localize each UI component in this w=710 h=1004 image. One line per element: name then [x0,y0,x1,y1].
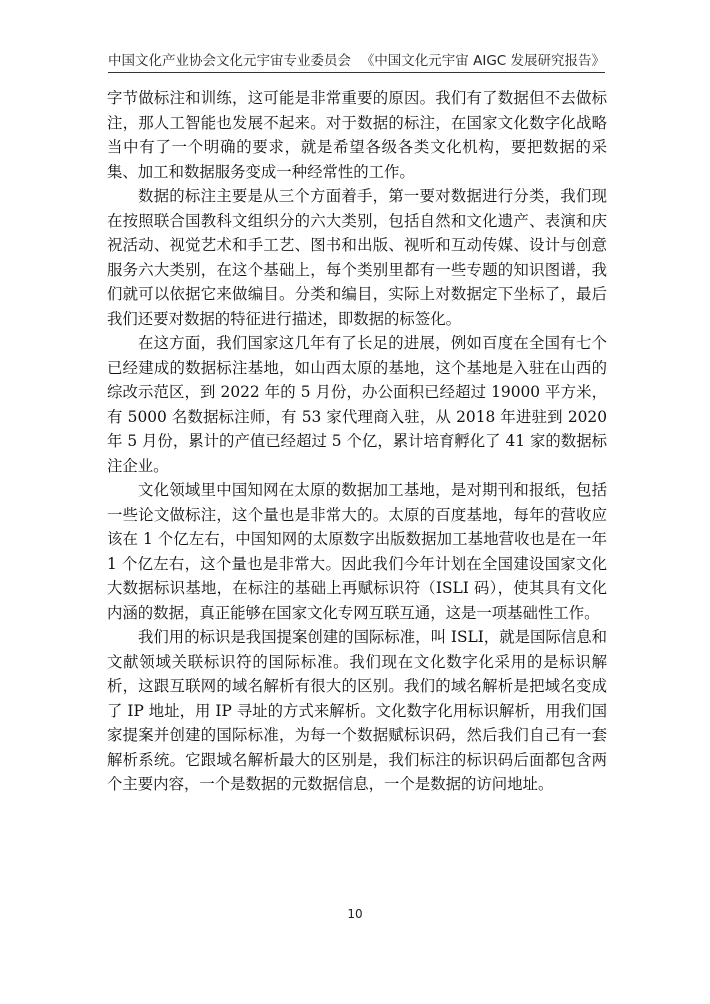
page-number: 10 [347,907,363,921]
body-text [107,86,607,797]
paragraph-continuation: 字节做标注和训练，这可能是非常重要的原因。我们有了数据但不去做标注，那人工智能也发展不起来。对于数据的标注，在国家文化数字化战略当中有了一个明确的要求，就是希望各级各类文化机构，要把数据的采集、加工和数据服务变成一种经常性的工作。 [107,89,607,181]
header-organization: 中国文化产业协会文化元宇宙专业委员会 [108,53,351,69]
paragraph-cnki-base: 文化领域里中国知网在太原的数据加工基地，是对期刊和报纸，包括一些论文做标注，这个量也是非常大的。太原的百度基地，每年的营收应该在 1 个亿左右，中国知网的太原数字出版数据加工基地营收也是在一年 1 个亿左右，这个量也是非常大。因此我们今年计划在全国建设国家文化大数据标识基地，在标注的基础上再赋标识符（ISLI 码），使其具有文化内涵的数据，真正能够在国家文化专网互联互通，这是一项基础性工作。 [107,481,607,622]
paragraph-isli-standard: 我们用的标识是我国提案创建的国际标准，叫 ISLI，就是国际信息和文献领域关联标识符的国际标准。我们现在文化数字化采用的是标识解析，这跟互联网的域名解析有很大的区别。我们的域名解析是把域名变成了 IP 地址，用 IP 寻址的方式来解析。文化数字化用标识解析，用我们国家提案并创建的国际标准，为每一个数据赋标识码，然后我们自己有一套解析系统。它跟域名解析最大的区别是，我们标注的标识码后面都包含两个主要内容，一个是数据的元数据信息，一个是数据的访问地址。 [107,628,607,793]
header-report-title: 《中国文化元宇宙 AIGC 发展研究报告》 [360,53,605,69]
paragraph-data-annotation: 数据的标注主要是从三个方面着手，第一要对数据进行分类，我们现在按照联合国教科文组织分的六大类别，包括自然和文化遗产、表演和庆祝活动、视觉艺术和手工艺、图书和出版、视听和互动传媒、设计与创意服务六大类别，在这个基础上，每个类别里都有一些专题的知识图谱，我们就可以依据它来做编目。分类和编目，实际上对数据定下坐标了，最后我们还要对数据的特征进行描述，即数据的标签化。 [107,187,607,328]
page-header [108,46,605,73]
paragraph-baidu-base: 在这方面，我们国家这几年有了长足的进展，例如百度在全国有七个已经建成的数据标注基地，如山西太原的基地，这个基地是入驻在山西的综改示范区，到 2022 年的 5 月份，办公面积已经超过 19000 平方米，有 5000 名数据标注师，有 53 家代理商入驻，从 2018 年进驻到 2020 年 5 月份，累计的产值已经超过 5 个亿，累计培育孵化了 41 家的数据标注企业。 [107,334,607,475]
